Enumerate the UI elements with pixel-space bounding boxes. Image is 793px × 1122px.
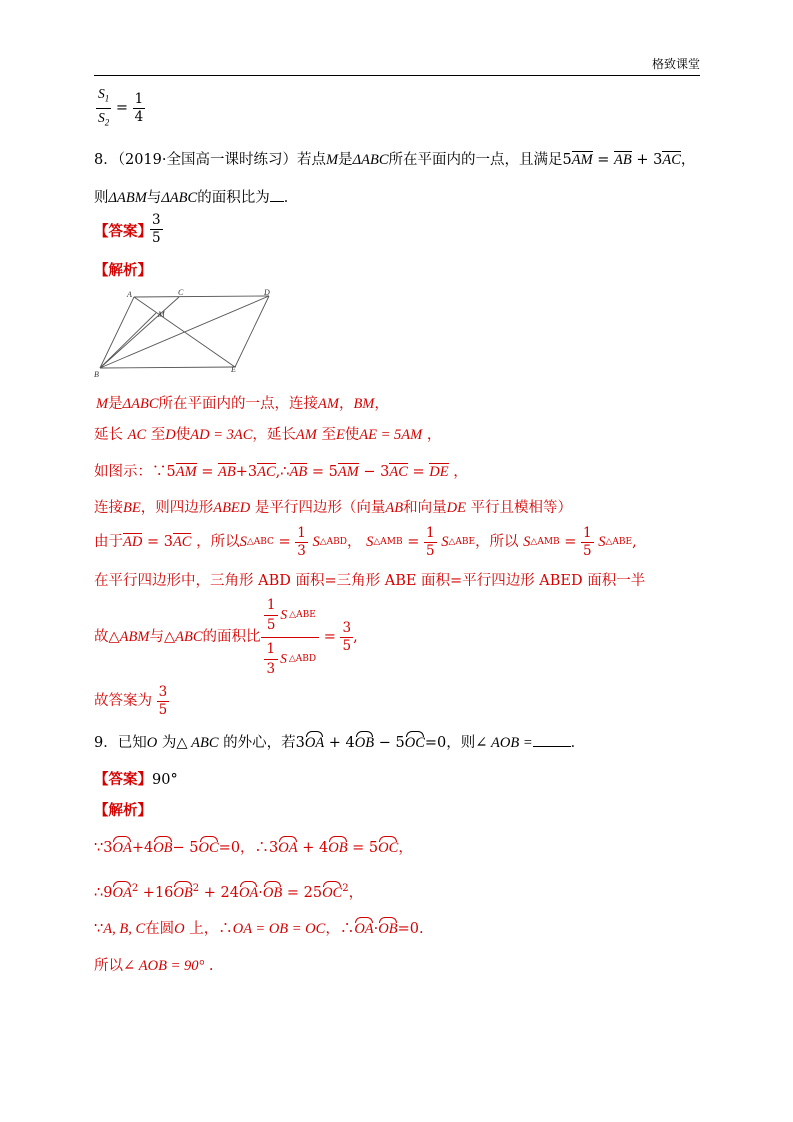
q8-sol-line2: 延长 AC 至D使AD = 3AC，延长AM 至E使AE = 5AM ，	[94, 427, 442, 443]
label-m: M	[158, 310, 165, 319]
label-a: A	[127, 290, 132, 299]
q8-analysis-label: 【解析】	[94, 262, 152, 279]
label-c: C	[178, 288, 184, 297]
q9-sol-line2: $\therefore 9OA^2 +16OB^2 + 24OA\cdot OB = 25OC^2$，	[94, 883, 364, 901]
q8-sol-line7: 故 △ABM 与 △ABC 的面积比 $\frac{1}{5}$ S △ABE $\frac{1}{3}$ S △ABD = $\frac{3}{5}$ ,	[94, 597, 358, 677]
area-ratio-fraction: $\frac{1}{5}$ S △ABE $\frac{1}{3}$ S △ABD	[261, 594, 320, 681]
q8-sol-line6: 在平行四边形中，三角形 ABD 面积=三角形 ABE 面积=平行四边形 ABED 面积一半	[94, 573, 646, 589]
edge-be	[100, 367, 235, 368]
q8-stem-line1: 8．（2019·全国高一课时练习）若点M是ΔABC所在平面内的一点，且满足5AM = AB + 3AC，	[94, 152, 696, 168]
q8-sol-line4: 连接BE，则四边形ABED 是平行四边形（向量AB和向量DE 平行且模相等）	[94, 500, 573, 516]
label-e: E	[231, 365, 236, 374]
seg-bc	[100, 297, 179, 368]
q8-answer-label: 【答案】	[94, 223, 152, 240]
q9-analysis-label: 【解析】	[94, 802, 152, 819]
q8-sol-line5: 由于 AD = 3 AC ，所以 S △ABC = $\frac{1}{3}$ S △ABD ， S △AMB = $\frac{1}{5}$ S △ABE ，所以 S △AMB = $\frac{1}{5}$ S △ABE ,	[94, 524, 637, 559]
edge-ed	[235, 296, 269, 367]
header-brand: 格致课堂	[652, 57, 701, 71]
top-ratio-formula: $\frac{S_1}{S_2}$ = $\frac{1}{4}$	[96, 86, 145, 130]
q8-answer-fraction: $\frac{3}{5}$	[152, 212, 161, 246]
seg-bm	[100, 313, 156, 368]
edge-ab	[100, 297, 134, 368]
header-rule	[94, 75, 700, 76]
q9-answer: 【答案】90°	[94, 771, 178, 788]
q8-stem-line2: 则ΔABM与ΔABC的面积比为 ．	[94, 190, 299, 206]
parallelogram-diagram	[92, 287, 282, 382]
q9-sol-line1: ∵3OA+4OB− 5OC=0，∴3OA + 4OB = 5OC，	[94, 840, 413, 856]
answer-blank	[270, 189, 284, 202]
q8-sol-line1: M是ΔABC所在平面内的一点，连接AM，BM，	[96, 396, 389, 412]
edge-ad	[134, 296, 269, 297]
diag-ae	[134, 297, 235, 367]
label-d: D	[264, 288, 270, 297]
s1-over-s2: $\frac{S_1}{S_2}$	[98, 86, 110, 128]
q9-sol-line3: ∵A, B, C在圆O 上，∴OA = OB = OC，∴OA·OB=0.	[94, 921, 424, 937]
q8-sol-line3: 如图示：∵5AM = AB+3AC,∴AB = 5AM − 3AC = DE ，	[94, 464, 468, 480]
one-quarter: $\frac{1}{4}$	[134, 90, 144, 125]
label-b: B	[94, 370, 99, 379]
answer-blank	[533, 734, 571, 747]
q9-stem: 9．已知O 为△ ABC 的外心，若3OA + 4OB − 5OC=0，则∠ AOB = ．	[94, 735, 586, 751]
q8-sol-line8: 故答案为 $\frac{3}{5}$	[94, 683, 168, 718]
q9-sol-line4: 所以∠ AOB = 90° .	[94, 958, 214, 974]
